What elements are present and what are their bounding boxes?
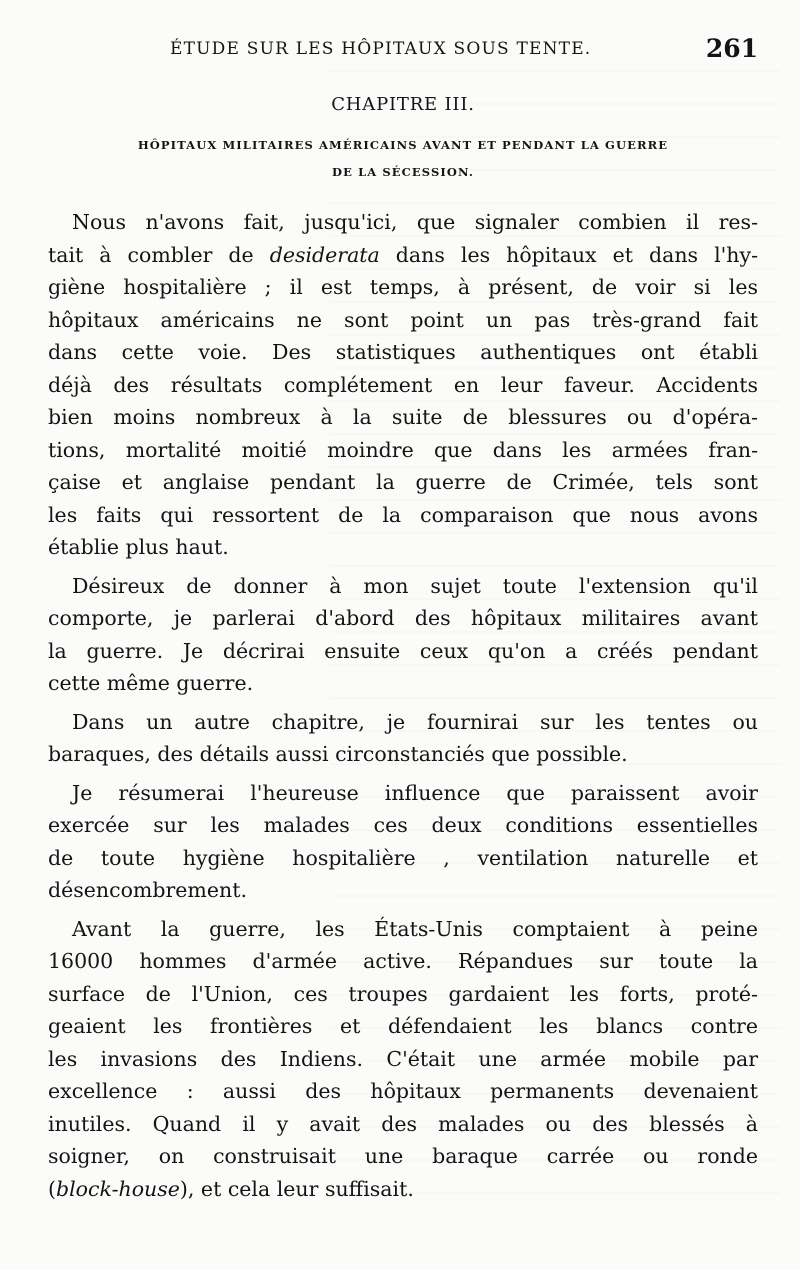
text-line: cette même guerre. [48,671,254,695]
text-line: çaise et anglaise pendant la guerre de Crimée, tels sont [48,470,758,494]
chapter-subtitle-line: HÔPITAUX MILITAIRES AMÉRICAINS AVANT ET PENDANT LA GUERRE [137,138,669,152]
text-line: excellence : aussi des hôpitaux permanents devenaient [48,1079,758,1103]
text-line: de toute hygiène hospitalière , ventilation naturelle et [48,845,758,870]
italic-term: desiderata [269,242,380,267]
text-line: les faits qui ressortent de la comparaison que nous avons [48,502,758,527]
running-title: ÉTUDE SUR LES HÔPITAUX SOUS TENTE. [170,39,592,59]
text-line: giène hospitalière ; il est temps, à présent, de voir si les [48,275,758,299]
page-number: 261 [705,34,758,63]
paragraph [48,777,758,907]
text-line: Désireux de donner à mon sujet toute l'extension qu'il [72,573,758,598]
text-line: tait à combler de desiderata dans les hôpitaux et dans l'hy- [48,242,758,267]
text-line: inutiles. Quand il y avait des malades ou des blessés à [48,1111,758,1136]
running-header [48,34,758,64]
text-line: Je résumerai l'heureuse influence que paraissent avoir [72,780,758,805]
paragraph [48,706,758,771]
paragraph [48,206,758,564]
chapter-title: CHAPITRE III. [331,94,475,115]
text-line: dans cette voie. Des statistiques authentiques ont établi [48,340,758,364]
text-line: geaient les frontières et défendaient les blancs contre [48,1014,758,1038]
paragraph [48,913,758,1206]
text-line: désencombrement. [48,878,247,902]
text-line: bien moins nombreux à la suite de blessures ou d'opéra- [48,405,758,429]
text-line: comporte, je parlerai d'abord des hôpitaux militaires avant [48,606,758,630]
text-line: hôpitaux américains ne sont point un pas très-grand fait [48,307,758,332]
text-line: Nous n'avons fait, jusqu'ici, que signaler combien il res- [72,210,758,234]
text-line: tions, mortalité moitié moindre que dans les armées fran- [48,437,758,462]
paragraph [48,570,758,700]
chapter-subtitle [48,132,758,186]
text-line: baraques, des détails aussi circonstanciés que possible. [48,742,628,766]
text-line: surface de l'Union, ces troupes gardaient les forts, proté- [48,981,758,1006]
text-line: Avant la guerre, les États-Unis comptaient à peine [72,916,758,941]
text-line: déjà des résultats complétement en leur faveur. Accidents [48,372,758,397]
text-line: les invasions des Indiens. C'était une armée mobile par [48,1046,758,1071]
text-line: exercée sur les malades ces deux conditions essentielles [48,813,758,837]
text-line: la guerre. Je décrirai ensuite ceux qu'on a créés pendant [48,638,758,663]
italic-term: block-house [56,1176,180,1201]
chapter-subtitle-line: DE LA SÉCESSION. [332,165,474,179]
text-line: Dans un autre chapitre, je fournirai sur les tentes ou [72,709,758,734]
body-text [48,206,758,1205]
text-line: 16000 hommes d'armée active. Répandues sur toute la [48,949,758,973]
text-line: établie plus haut. [48,535,229,559]
text-line: (block-house), et cela leur suffisait. [48,1176,414,1201]
text-line: soigner, on construisait une baraque carrée ou ronde [48,1144,758,1168]
